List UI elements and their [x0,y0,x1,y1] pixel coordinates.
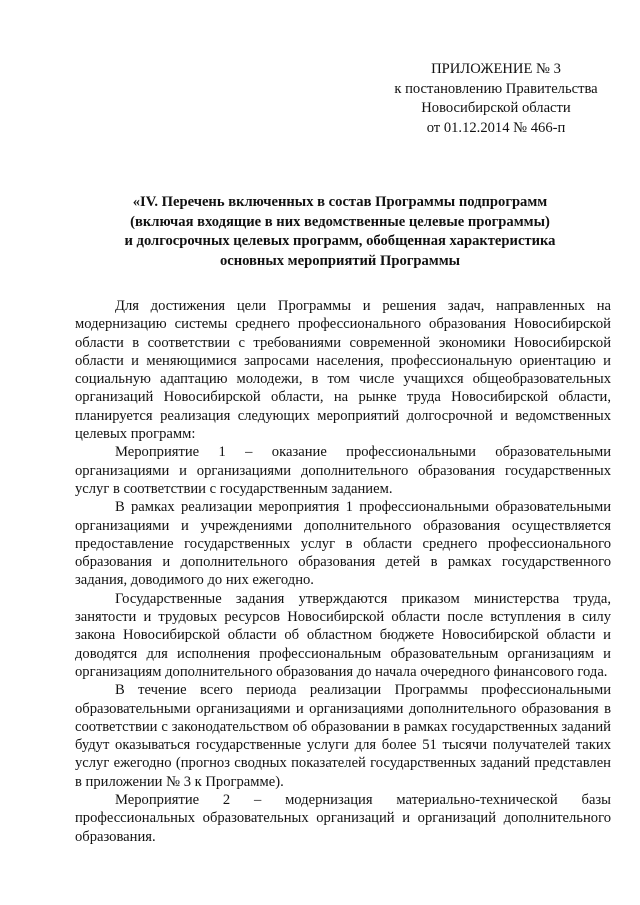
document-body [75,297,611,846]
paragraph-services: В течение всего периода реализации Программы профессиональными образовательными организациями и организациями дополнительного образования в соответствии с законодательством об образовании в рамках государственных заданий будут оказываться государственные услуги для более 51 тысячи получателей таких услуг ежегодно (прогноз сводных показателей государственных заданий представлен в приложении № 3 к Программе). [75,682,611,790]
heading-line-3: и долгосрочных целевых программ, обобщенная характеристика [124,233,556,249]
heading-line-4: основных мероприятий Программы [219,252,461,269]
paragraph-goals: Для достижения цели Программы и решения задач, направленных на модернизацию системы среднего профессионального образования Новосибирской области в соответствии с требованиями современной экономики Новосибирской области и меняющимися запросами населения, профессиональную ориентацию и социальную адаптацию молодежи, в том числе учащихся общеобразовательных организаций Новосибирской области, на рынке труда Новосибирской области, планируется реализация следующих мероприятий долгосрочной и ведомственных целевых программ: [75,298,611,443]
appendix-header [380,60,612,138]
appendix-reference: к постановлению Правительства [394,80,598,97]
appendix-number: ПРИЛОЖЕНИЕ № 3 [431,61,561,77]
paragraph-activity-2: Мероприятие 2 – модернизация материально-технической базы профессиональных образовательных организаций и организаций дополнительного образования. [75,792,611,845]
heading-line-2: (включая входящие в них ведомственные целевые программы) [130,213,550,230]
paragraph-activity-1: Мероприятие 1 – оказание профессиональными образовательными организациями и организациями дополнительного образования государственных услуг в соответствии с государственным заданием. [75,444,611,497]
heading-line-1: «IV. Перечень включенных в состав Программы подпрограмм [132,194,548,210]
paragraph-state-assignments: Государственные задания утверждаются приказом министерства труда, занятости и трудовых ресурсов Новосибирской области после вступления в силу закона Новосибирской области об областном бюджете Новосибирской области и доводятся для исполнения профессиональным образовательным организациям и организациям дополнительного образования до начала очередного финансового года. [75,590,611,680]
paragraph-activity-1-details: В рамках реализации мероприятия 1 профессиональными образовательными организациями и учреждениями дополнительного образования осуществляется предоставление государственных услуг в области среднего профессионального образования и дополнительного образования детей в рамках государственного задания, доводимого до них ежегодно. [75,499,611,589]
appendix-region: Новосибирской области [421,100,571,116]
appendix-date: от 01.12.2014 № 466-п [426,119,566,136]
section-heading [60,193,620,271]
